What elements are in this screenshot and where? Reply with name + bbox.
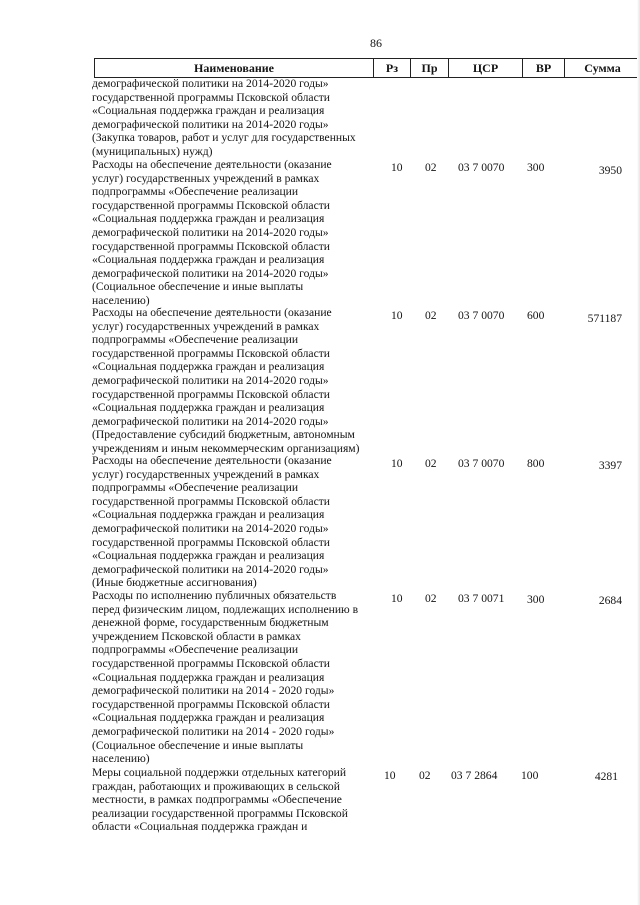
row-sum: 3950 <box>598 164 622 177</box>
row-rz: 10 <box>391 309 403 322</box>
row-name: Расходы на обеспечение деятельности (оказание услуг) государственных учреждений в рамках подпрограммы «Обеспечение реализации государственной программы Псковской области «Социальная поддержка граждан и реализация демографической политики на 2014-2020 годы» государственной программы Псковской области «Социальная поддержка граждан и реализация демографической политики на 2014-2020 годы» (Иные бюджетные ассигнования) <box>92 454 332 590</box>
header-csr: ЦСР <box>448 59 522 77</box>
row-name: Меры социальной поддержки отдельных категорий граждан, работающих и проживающих в сельской местности, в рамках подпрограммы «Обеспечение реализации государственной программы Псковской области «Социальная поддержка граждан и <box>92 766 348 834</box>
row-csr: 03 7 0070 <box>458 161 505 174</box>
row-pr: 02 <box>419 769 431 782</box>
row-pr: 02 <box>425 161 437 174</box>
header-sum: Сумма <box>564 59 640 77</box>
row-sum: 571187 <box>587 312 622 325</box>
row-vr: 300 <box>527 593 545 606</box>
header-pr: Пр <box>410 59 448 77</box>
row-csr: 03 7 0070 <box>458 309 505 322</box>
row-rz: 10 <box>384 769 396 782</box>
page-number: 86 <box>370 36 382 50</box>
row-sum: 2684 <box>598 594 622 607</box>
row-rz: 10 <box>391 457 403 470</box>
row-vr: 100 <box>521 769 539 782</box>
row-name: Расходы на обеспечение деятельности (оказание услуг) государственных учреждений в рамках подпрограммы «Обеспечение реализации государственной программы Псковской области «Социальная поддержка граждан и реализация демографической политики на 2014-2020 годы» государственной программы Псковской области «Социальная поддержка граждан и реализация демографической политики на 2014-2020 годы» (Предоставление субсидий бюджетным, автономным учреждениям и иным некоммерческим организациям) <box>92 306 360 455</box>
row-csr: 03 7 2864 <box>451 769 498 782</box>
table-header <box>94 58 640 78</box>
row-pr: 02 <box>425 592 437 605</box>
row-name: Расходы на обеспечение деятельности (оказание услуг) государственных учреждений в рамках подпрограммы «Обеспечение реализации государственной программы Псковской области «Социальная поддержка граждан и реализация демографической политики на 2014-2020 годы» государственной программы Псковской области «Социальная поддержка граждан и реализация демографической политики на 2014-2020 годы» (Социальное обеспечение и иные выплаты населению) <box>92 158 332 307</box>
row-sum: 4281 <box>594 770 618 783</box>
row-vr: 300 <box>527 161 545 174</box>
header-rz: Рз <box>373 59 410 77</box>
row-vr: 600 <box>527 309 545 322</box>
row-name: демографической политики на 2014-2020 годы» государственной программы Псковской области «Социальная поддержка граждан и реализация демографической политики на 2014-2020 годы» (Закупка товаров, работ и услуг для государственных (муниципальных) нужд) <box>92 77 356 158</box>
header-name: Наименование <box>94 59 373 77</box>
row-csr: 03 7 0071 <box>458 592 505 605</box>
row-csr: 03 7 0070 <box>458 457 505 470</box>
row-rz: 10 <box>391 161 403 174</box>
row-name: Расходы по исполнению публичных обязательств перед физическим лицом, подлежащих исполнению в денежной форме, государственным бюджетным учреждением Псковской области в рамках подпрограммы «Обеспечение реализации государственной программы Псковской области «Социальная поддержка граждан и реализация демографической политики на 2014 - 2020 годы» государственной программы Псковской области «Социальная поддержка граждан и реализация демографической политики на 2014 - 2020 годы» (Социальное обеспечение и иные выплаты населению) <box>92 589 359 766</box>
row-vr: 800 <box>527 457 545 470</box>
row-pr: 02 <box>425 309 437 322</box>
header-vr: ВР <box>522 59 564 77</box>
row-sum: 3397 <box>598 459 622 472</box>
row-rz: 10 <box>391 592 403 605</box>
row-pr: 02 <box>425 457 437 470</box>
